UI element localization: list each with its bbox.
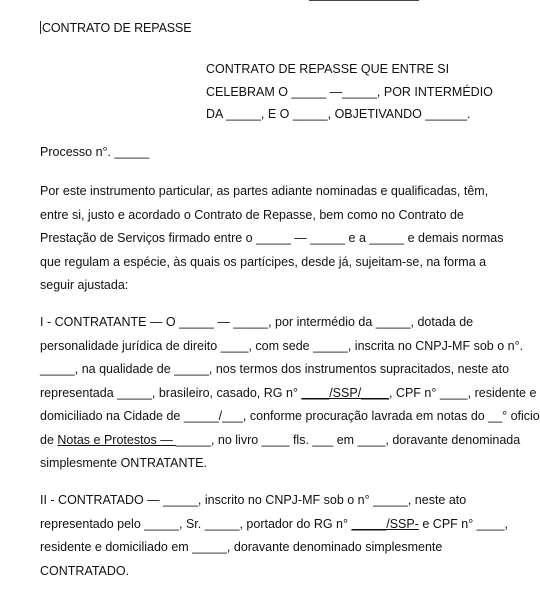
paragraph-line <box>40 382 537 406</box>
heading-text: DA _____, E O _____, OBJETIVANDO ______. <box>206 107 471 121</box>
contract-heading <box>206 58 493 126</box>
paragraph-line: _____, na qualidade de _____, nos termos dos instrumentos supracitados, neste ato <box>40 362 510 376</box>
line-segment: de <box>40 432 58 447</box>
underlined-segment: ____/SSP/____ <box>301 385 389 400</box>
paragraph-line: CONTRATADO. <box>40 563 130 578</box>
paragraph-line: I - CONTRATANTE — O _____ — _____, por intermédio da _____, dotada de <box>40 315 474 329</box>
document-title <box>40 20 192 36</box>
top-rule <box>309 0 419 1</box>
paragraph-line <box>40 513 508 537</box>
paragraph-line: simplesmente ONTRATANTE. <box>40 456 207 470</box>
paragraph-line: residente e domiciliado em _____, doravante denominado simplesmente <box>40 540 443 554</box>
paragraph-line: II - CONTRATADO — _____, inscrito no CNPJ-MF sob o n° _____, neste ato <box>40 493 467 507</box>
heading-line <box>206 103 471 126</box>
paragraph-line: entre si, justo e acordado o Contrato de Repasse, bem como no Contrato de <box>40 207 464 222</box>
intro-paragraph <box>40 180 504 298</box>
heading-line <box>206 58 450 81</box>
line-segment: e CPF n° ____, <box>418 516 508 531</box>
line-segment: representada _____, brasileiro, casado, RG n° <box>40 385 302 400</box>
paragraph-line: seguir ajustada: <box>40 278 129 292</box>
paragraph-line: que regulam a espécie, às quais os partícipes, desde já, sujeitam-se, na forma a <box>40 254 487 269</box>
line-segment: , CPF n° ____, residente e <box>388 385 537 400</box>
process-number: Processo n°. _____ <box>40 145 150 159</box>
contratante-paragraph <box>40 311 540 476</box>
line-segment: _____, no livro ____ fls. ___ em ____, doravante denominada <box>176 432 521 447</box>
contratado-paragraph <box>40 489 508 583</box>
paragraph-line: Por este instrumento particular, as partes adiante nominadas e qualificadas, têm, <box>40 184 489 198</box>
text-cursor <box>40 21 41 34</box>
paragraph-line: domiciliado na Cidade de _____/___, conforme procuração lavrada em notas do __° oficio <box>40 409 540 423</box>
underlined-segment: Notas e Protestos — <box>57 432 177 447</box>
heading-text: CONTRATO DE REPASSE QUE ENTRE SI <box>206 62 450 76</box>
heading-line <box>206 81 493 104</box>
document-title-text: CONTRATO DE REPASSE <box>42 21 192 35</box>
heading-text: CELEBRAM O _____ —_____, POR INTERMÉDIO <box>206 84 493 99</box>
paragraph-line <box>40 429 521 453</box>
paragraph-line: Prestação de Serviços firmado entre o _____ — _____ e a _____ e demais normas <box>40 231 504 245</box>
line-segment: representado pelo _____, Sr. _____, portador do RG n° <box>40 516 352 531</box>
paragraph-line: personalidade jurídica de direito ____, com sede _____, inscrita no CNPJ-MF sob o n°. <box>40 338 524 353</box>
underlined-segment: _____/SSP- <box>351 516 419 531</box>
